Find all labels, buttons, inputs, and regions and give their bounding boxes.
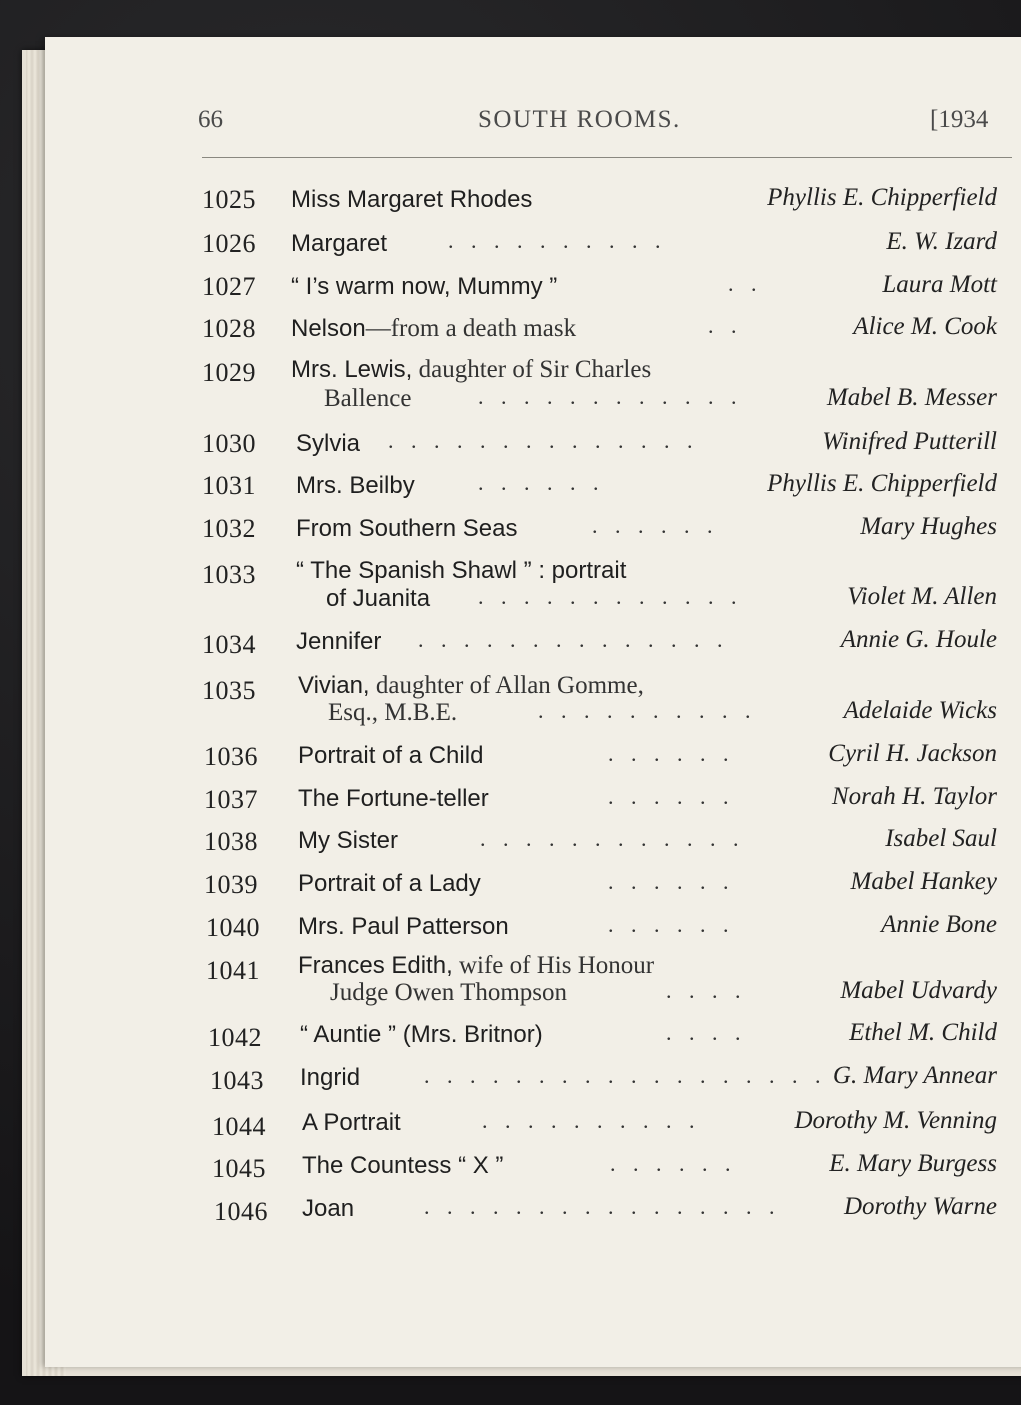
entry-number: 1038 [204,827,258,856]
dot-leader: . . . . . . [608,869,735,894]
entry-title-description: wife of His Honour [452,952,655,979]
entry-number: 1031 [202,471,256,500]
entry-artist: Violet M. Allen [847,583,997,610]
entry-number: 1029 [202,358,256,387]
entry-title: Margaret [291,230,388,257]
entry-artist: Mabel B. Messer [826,384,997,411]
entry-title: Mrs. Beilby [296,472,415,499]
dot-leader: . . [728,271,763,296]
dot-leader: . . . . [666,1020,747,1045]
entry-artist: Dorothy M. Venning [794,1107,997,1134]
entry-number: 1033 [202,560,256,589]
dot-leader: . . . . . . . . . . . . . . [418,627,729,652]
entry-title: Portrait of a Child [298,742,484,769]
dot-leader: . . . . . . . . . . [482,1108,701,1133]
entry-title-continuation: Ballence [324,385,412,412]
entry-artist: Annie Bone [881,911,997,938]
entry-title-name: Vivian, [298,672,370,699]
entry-title [298,952,654,980]
entry-title-continuation: Esq., M.B.E. [328,699,458,726]
section-title: SOUTH ROOMS. [478,106,681,133]
entry-number: 1034 [202,630,256,659]
entry-number: 1039 [204,870,258,899]
entry-title: “ The Spanish Shawl ” : portrait [296,557,627,584]
entry-artist: Adelaide Wicks [843,697,997,724]
entry-title: Miss Margaret Rhodes [291,186,533,213]
entry-number: 1043 [210,1066,264,1095]
entry-title-name: Frances Edith, [298,952,453,979]
entry-title [291,356,651,384]
entry-number: 1027 [202,272,256,301]
dot-leader: . . . . . . [608,784,735,809]
entry-number: 1045 [212,1154,266,1183]
entry-title: My Sister [298,827,399,854]
entry-title: Sylvia [296,430,361,457]
entry-number: 1046 [214,1197,268,1226]
entry-title: Jennifer [296,628,382,655]
dot-leader: . . . . . . [608,741,735,766]
entry-number: 1026 [202,229,256,258]
entry-number: 1042 [208,1023,262,1052]
dot-leader: . . . . . . . . . . . . . . . . [424,1194,781,1219]
entry-number: 1032 [202,514,256,543]
page-number: 66 [198,106,223,133]
entry-number: 1028 [202,314,256,343]
entry-artist: Winifred Putterill [822,428,997,455]
entry-title: A Portrait [302,1109,401,1136]
entry-artist: E. Mary Burgess [829,1150,997,1177]
entry-artist: Ethel M. Child [849,1019,997,1046]
entry-title-name: Nelson [291,315,366,342]
entry-artist: Phyllis E. Chipperfield [767,470,997,497]
catalogue-year: [1934 [930,106,989,133]
entry-number: 1036 [204,742,258,771]
dot-leader: . . . . . . . . . . . . [478,584,743,609]
entry-artist: Dorothy Warne [843,1193,997,1220]
dot-leader: . . . . . . [592,513,719,538]
entry-title-continuation: of Juanita [326,585,431,612]
entry-number: 1030 [202,429,256,458]
entry-artist: Mabel Udvardy [840,977,997,1004]
entry-title: “ Auntie ” (Mrs. Britnor) [300,1021,543,1048]
dot-leader: . . . . . . [478,470,605,495]
entry-title: Portrait of a Lady [298,870,481,897]
entry-artist: Mabel Hankey [850,868,997,895]
dot-leader: . . . . . . . . . . [448,228,667,253]
entry-artist: Laura Mott [882,271,997,298]
dot-leader: . . . . . . . . . . . . [480,826,745,851]
entry-artist: G. Mary Annear [832,1062,997,1089]
entry-artist: Phyllis E. Chipperfield [767,184,997,211]
entry-number: 1041 [206,956,260,985]
entry-title: The Fortune-teller [298,785,489,812]
entry-number: 1025 [202,185,256,214]
entry-artist: E. W. Izard [886,228,997,255]
entry-title-description: daughter of Sir Charles [412,356,652,383]
entry-title [298,672,644,700]
dot-leader: . . . . . . [610,1151,737,1176]
dot-leader: . . . . [666,978,747,1003]
entry-title-continuation: Judge Owen Thompson [330,979,568,1006]
entry-title-name: Mrs. Lewis, [291,356,413,383]
entry-number: 1044 [212,1112,266,1141]
dot-leader: . . . . . . [608,912,735,937]
dot-leader: . . [708,313,743,338]
dot-leader: . . . . . . . . . . . . . . [388,428,699,453]
entry-title-description: —from a death mask [365,315,577,342]
entry-artist: Cyril H. Jackson [828,740,997,767]
entry-title-description: daughter of Allan Gomme, [369,672,644,699]
entry-title: Ingrid [300,1064,361,1091]
entry-number: 1035 [202,676,256,705]
entry-artist: Alice M. Cook [853,313,997,340]
entry-artist: Isabel Saul [885,825,997,852]
entry-title: From Southern Seas [296,515,518,542]
entry-title: “ I’s warm now, Mummy ” [291,273,558,300]
dot-leader: . . . . . . . . . . . . [478,384,743,409]
entry-number: 1040 [206,913,260,942]
entry-title: Joan [302,1195,355,1222]
entry-artist: Norah H. Taylor [831,783,997,810]
dot-leader: . . . . . . . . . . . . . . . . . . [424,1063,827,1088]
dot-leader: . . . . . . . . . . [538,698,757,723]
entry-title: The Countess “ X ” [302,1152,504,1179]
entry-title: Mrs. Paul Patterson [298,913,509,940]
entry-artist: Annie G. Houle [840,626,997,653]
entry-title [291,315,576,343]
entry-artist: Mary Hughes [860,513,997,540]
entry-number: 1037 [204,785,258,814]
